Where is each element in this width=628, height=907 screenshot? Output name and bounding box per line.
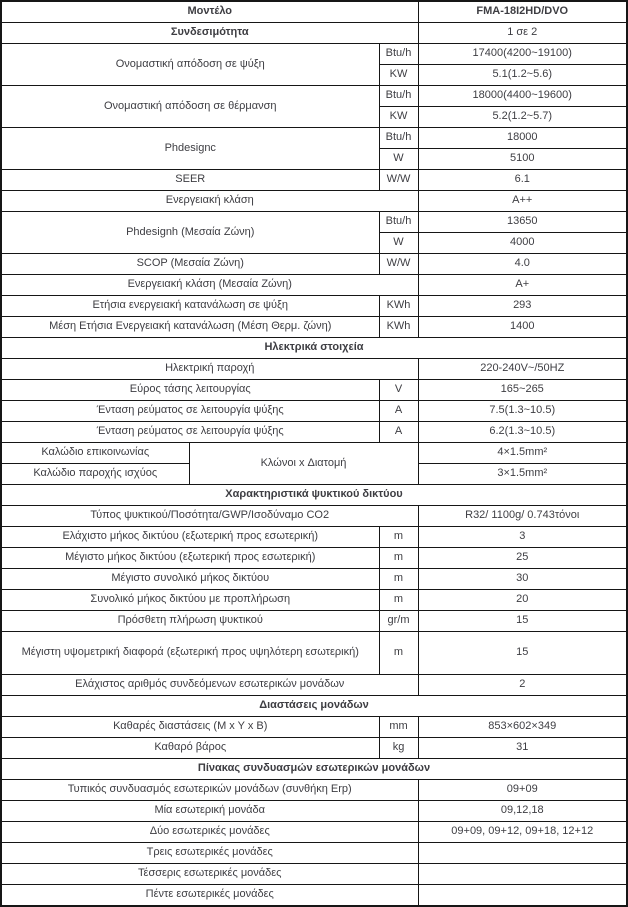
row-unit: Btu/h	[379, 86, 418, 107]
row-value: 7.5(1.3~10.5)	[418, 401, 627, 422]
spec-row	[1, 843, 627, 864]
spec-row	[1, 717, 627, 738]
spec-row	[1, 738, 627, 759]
row-value: 5.1(1.2~5.6)	[418, 65, 627, 86]
row-label: Ένταση ρεύματος σε λειτουργία ψύξης	[1, 422, 379, 443]
spec-row	[1, 401, 627, 422]
spec-row	[1, 569, 627, 590]
row-value: 2	[418, 675, 627, 696]
spec-row	[1, 506, 627, 527]
row-unit: Btu/h	[379, 212, 418, 233]
row-label: Μέση Ετήσια Ενεργειακή κατανάλωση (Μέση Θερμ. ζώνη)	[1, 317, 379, 338]
section-header: Διαστάσεις μονάδων	[1, 696, 627, 717]
spec-row	[1, 590, 627, 611]
row-unit: W	[379, 149, 418, 170]
row-unit: KW	[379, 65, 418, 86]
row-unit: V	[379, 380, 418, 401]
row-value: 165~265	[418, 380, 627, 401]
row-label: Καλώδιο παροχής ισχύος	[1, 464, 189, 485]
row-value: 4000	[418, 233, 627, 254]
row-value	[418, 843, 627, 864]
section-row	[1, 485, 627, 506]
row-value: A++	[418, 191, 627, 212]
row-label: Πρόσθετη πλήρωση ψυκτικού	[1, 611, 379, 632]
spec-row	[1, 380, 627, 401]
row-value: 4×1.5mm²	[418, 443, 627, 464]
row-value: FMA-18I2HD/DVO	[418, 1, 627, 23]
row-value: 293	[418, 296, 627, 317]
row-value: 5.2(1.2~5.7)	[418, 107, 627, 128]
row-label: Ελάχιστο μήκος δικτύου (εξωτερική προς εσωτερική)	[1, 527, 379, 548]
row-value: 5100	[418, 149, 627, 170]
row-value: 220-240V~/50HZ	[418, 359, 627, 380]
spec-row	[1, 801, 627, 822]
spec-row	[1, 675, 627, 696]
spec-row	[1, 822, 627, 843]
spec-row	[1, 23, 627, 44]
spec-row	[1, 548, 627, 569]
row-label: Phdesignh (Μεσαία Ζώνη)	[1, 212, 379, 254]
row-value	[418, 885, 627, 907]
row-label: Μοντέλο	[1, 1, 418, 23]
row-label: Συνδεσιμότητα	[1, 23, 418, 44]
row-label: Ένταση ρεύματος σε λειτουργία ψύξης	[1, 401, 379, 422]
row-value: 30	[418, 569, 627, 590]
spec-row	[1, 885, 627, 907]
row-unit: W/W	[379, 254, 418, 275]
spec-row	[1, 296, 627, 317]
row-value: 18000	[418, 128, 627, 149]
row-unit: kg	[379, 738, 418, 759]
row-label: Συνολικό μήκος δικτύου με προπλήρωση	[1, 590, 379, 611]
row-value: 20	[418, 590, 627, 611]
row-value: 3	[418, 527, 627, 548]
section-row	[1, 338, 627, 359]
spec-row	[1, 864, 627, 885]
row-label: Ενεργειακή κλάση (Μεσαία Ζώνη)	[1, 275, 418, 296]
row-value: 09,12,18	[418, 801, 627, 822]
row-label: Τυπικός συνδυασμός εσωτερικών μονάδων (συνθήκη Erp)	[1, 780, 418, 801]
row-unit: W	[379, 233, 418, 254]
row-label: Καλώδιο επικοινωνίας	[1, 443, 189, 464]
row-unit: m	[379, 632, 418, 675]
spec-row	[1, 128, 627, 149]
row-unit: KWh	[379, 317, 418, 338]
spec-row	[1, 170, 627, 191]
row-label: Ονομαστική απόδοση σε θέρμανση	[1, 86, 379, 128]
section-row	[1, 759, 627, 780]
section-header: Ηλεκτρικά στοιχεία	[1, 338, 627, 359]
row-unit: gr/m	[379, 611, 418, 632]
section-header: Πίνακας συνδυασμών εσωτερικών μονάδων	[1, 759, 627, 780]
row-unit: A	[379, 422, 418, 443]
spec-row	[1, 191, 627, 212]
row-value: 18000(4400~19600)	[418, 86, 627, 107]
spec-row	[1, 44, 627, 65]
row-label: Τέσσερις εσωτερικές μονάδες	[1, 864, 418, 885]
row-value: R32/ 1100g/ 0.743τόνοι	[418, 506, 627, 527]
row-value: 15	[418, 632, 627, 675]
row-value: 1 σε 2	[418, 23, 627, 44]
spec-row	[1, 317, 627, 338]
row-label: Μέγιστο μήκος δικτύου (εξωτερική προς εσωτερική)	[1, 548, 379, 569]
row-value: A+	[418, 275, 627, 296]
row-label: Ελάχιστος αριθμός συνδεόμενων εσωτερικών μονάδων	[1, 675, 418, 696]
row-label: Ηλεκτρική παροχή	[1, 359, 418, 380]
row-label: Μία εσωτερική μονάδα	[1, 801, 418, 822]
row-value: 17400(4200~19100)	[418, 44, 627, 65]
row-unit: W/W	[379, 170, 418, 191]
row-unit: mm	[379, 717, 418, 738]
spec-row	[1, 632, 627, 675]
spec-row	[1, 780, 627, 801]
spec-row	[1, 212, 627, 233]
row-value: 09+09, 09+12, 09+18, 12+12	[418, 822, 627, 843]
row-value: 3×1.5mm²	[418, 464, 627, 485]
row-value: 15	[418, 611, 627, 632]
row-label: Τρεις εσωτερικές μονάδες	[1, 843, 418, 864]
row-unit: m	[379, 548, 418, 569]
row-unit: m	[379, 527, 418, 548]
row-label: Μέγιστο συνολικό μήκος δικτύου	[1, 569, 379, 590]
row-value: 25	[418, 548, 627, 569]
row-unit: KWh	[379, 296, 418, 317]
row-unit: Btu/h	[379, 128, 418, 149]
row-label: Ονομαστική απόδοση σε ψύξη	[1, 44, 379, 86]
spec-table-body	[1, 1, 627, 906]
row-value: 6.2(1.3~10.5)	[418, 422, 627, 443]
spec-row	[1, 1, 627, 23]
row-mid-label: Κλώνοι x Διατομή	[189, 443, 418, 485]
row-unit: m	[379, 569, 418, 590]
section-header: Χαρακτηριστικά ψυκτικού δικτύου	[1, 485, 627, 506]
row-value: 853×602×349	[418, 717, 627, 738]
section-row	[1, 696, 627, 717]
row-label: Δύο εσωτερικές μονάδες	[1, 822, 418, 843]
spec-row	[1, 254, 627, 275]
row-value: 13650	[418, 212, 627, 233]
row-label: Phdesignc	[1, 128, 379, 170]
spec-row	[1, 611, 627, 632]
row-value	[418, 864, 627, 885]
row-label: Ενεργειακή κλάση	[1, 191, 418, 212]
row-label: Ετήσια ενεργειακή κατανάλωση σε ψύξη	[1, 296, 379, 317]
spec-row	[1, 527, 627, 548]
row-value: 09+09	[418, 780, 627, 801]
row-label-text: Μέγιστη υψομετρική διαφορά (εξωτερική προς υψηλότερη εσωτερική)	[21, 646, 359, 659]
row-unit: KW	[379, 107, 418, 128]
spec-row	[1, 275, 627, 296]
spec-row	[1, 359, 627, 380]
row-value: 4.0	[418, 254, 627, 275]
row-value: 6.1	[418, 170, 627, 191]
row-label: Πέντε εσωτερικές μονάδες	[1, 885, 418, 907]
row-value: 1400	[418, 317, 627, 338]
spec-row	[1, 86, 627, 107]
row-label: Εύρος τάσης λειτουργίας	[1, 380, 379, 401]
row-unit: A	[379, 401, 418, 422]
row-label: Τύπος ψυκτικού/Ποσότητα/GWP/Ισοδύναμο CO2	[1, 506, 418, 527]
row-label: Καθαρές διαστάσεις (M x Y x B)	[1, 717, 379, 738]
row-label: SEER	[1, 170, 379, 191]
row-label: SCOP (Μεσαία Ζώνη)	[1, 254, 379, 275]
row-unit: m	[379, 590, 418, 611]
row-label	[1, 632, 379, 675]
row-unit: Btu/h	[379, 44, 418, 65]
row-label: Καθαρό βάρος	[1, 738, 379, 759]
spec-row	[1, 443, 627, 464]
row-value: 31	[418, 738, 627, 759]
spec-row	[1, 422, 627, 443]
